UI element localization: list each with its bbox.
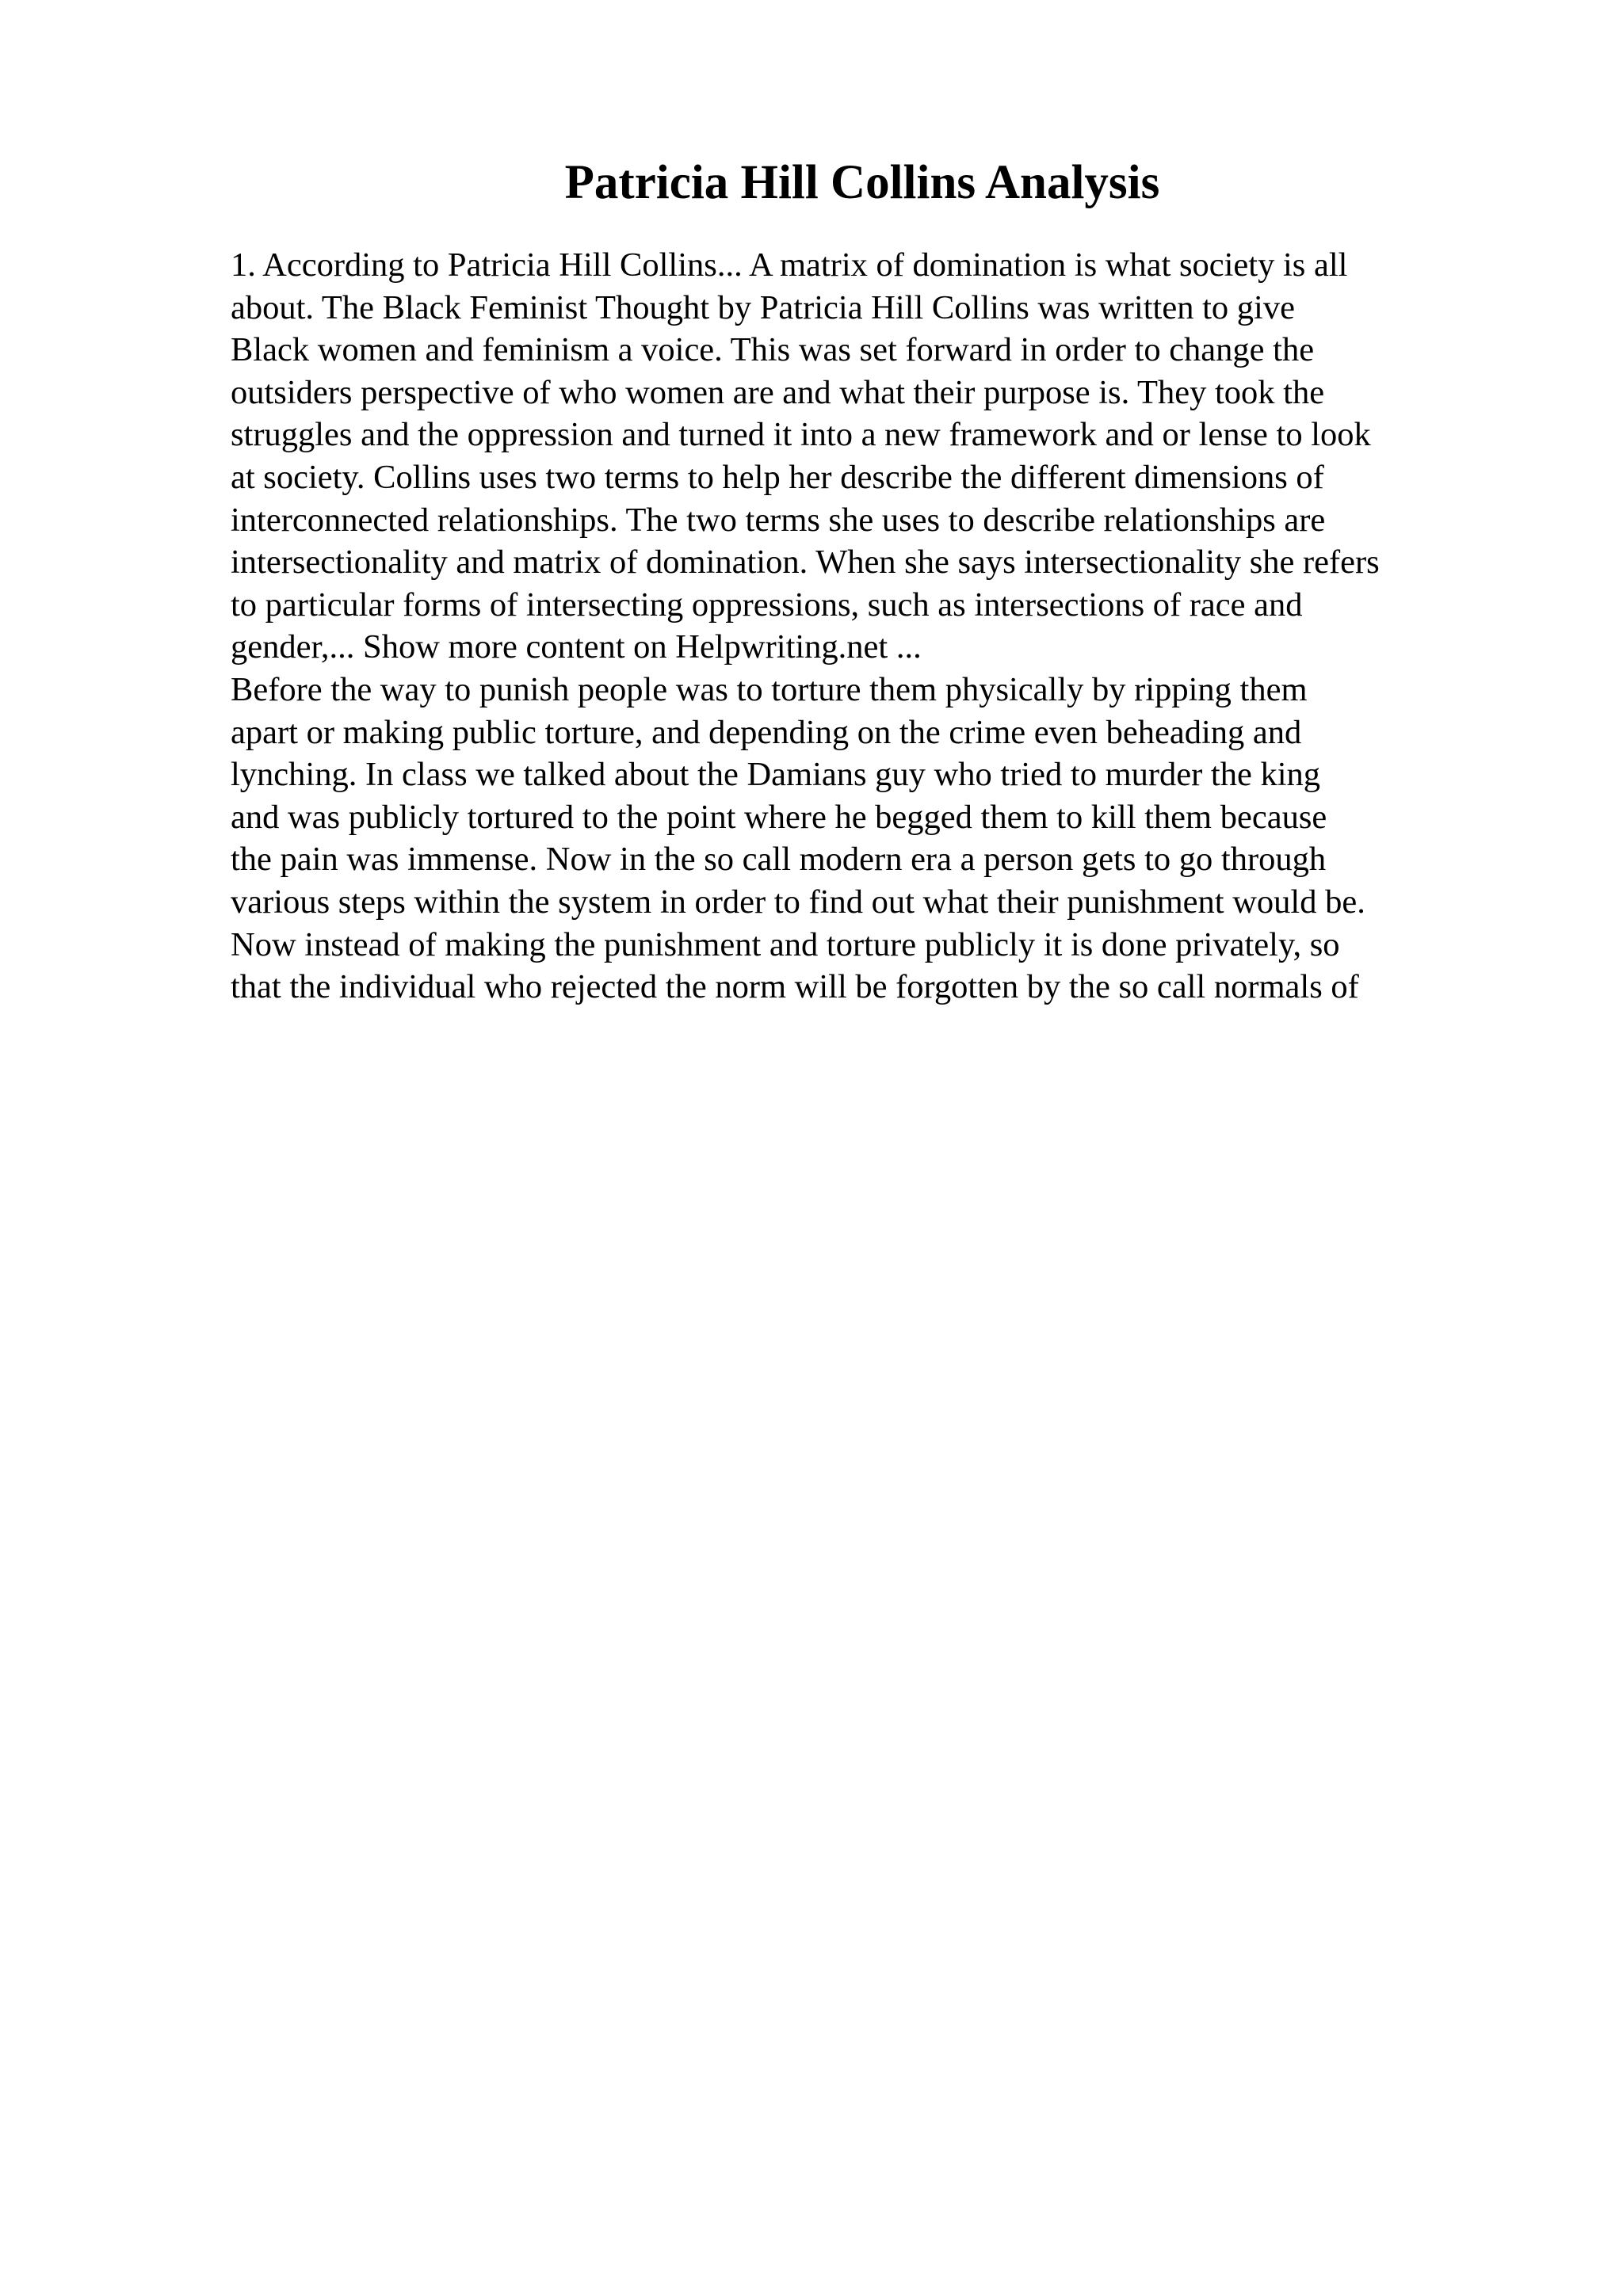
body-line: the pain was immense. Now in the so call modern era a person gets to go through [231, 841, 1327, 879]
body-line: to particular forms of intersecting oppressions, such as intersections of race and [231, 585, 1303, 624]
body-line: Before the way to punish people was to torture them physically by ripping them [231, 670, 1308, 708]
body-line: outsiders perspective of who women are and what their purpose is. They took the [231, 373, 1325, 411]
body-line: lynching. In class we talked about the Damians guy who tried to murder the king [231, 756, 1321, 794]
document-body [231, 244, 1514, 1009]
body-line: about. The Black Feminist Thought by Patricia Hill Collins was written to give [231, 288, 1295, 326]
show-more-line: gender,... Show more content on Helpwriting.net ... [231, 628, 922, 666]
body-line: intersectionality and matrix of domination. When she says intersectionality she refers [231, 543, 1380, 582]
body-line: apart or making public torture, and depending on the crime even beheading and [231, 713, 1302, 751]
document-title: Patricia Hill Collins Analysis [564, 156, 1160, 209]
body-line: various steps within the system in order to find out what their punishment would be. [231, 883, 1365, 921]
body-line: Black women and feminism a voice. This was set forward in order to change the [231, 331, 1315, 369]
body-line: Now instead of making the punishment and torture publicly it is done privately, so [231, 925, 1340, 963]
body-line: at society. Collins uses two terms to help her describe the different dimensions of [231, 458, 1324, 496]
body-line: interconnected relationships. The two terms she uses to describe relationships are [231, 501, 1326, 539]
body-line: struggles and the oppression and turned it into a new framework and or lense to look [231, 416, 1371, 454]
body-line: and was publicly tortured to the point where he begged them to kill them because [231, 798, 1327, 836]
body-line: that the individual who rejected the norm will be forgotten by the so call normals of [231, 968, 1359, 1006]
body-line: 1. According to Patricia Hill Collins... A matrix of domination is what society is all [231, 246, 1348, 284]
